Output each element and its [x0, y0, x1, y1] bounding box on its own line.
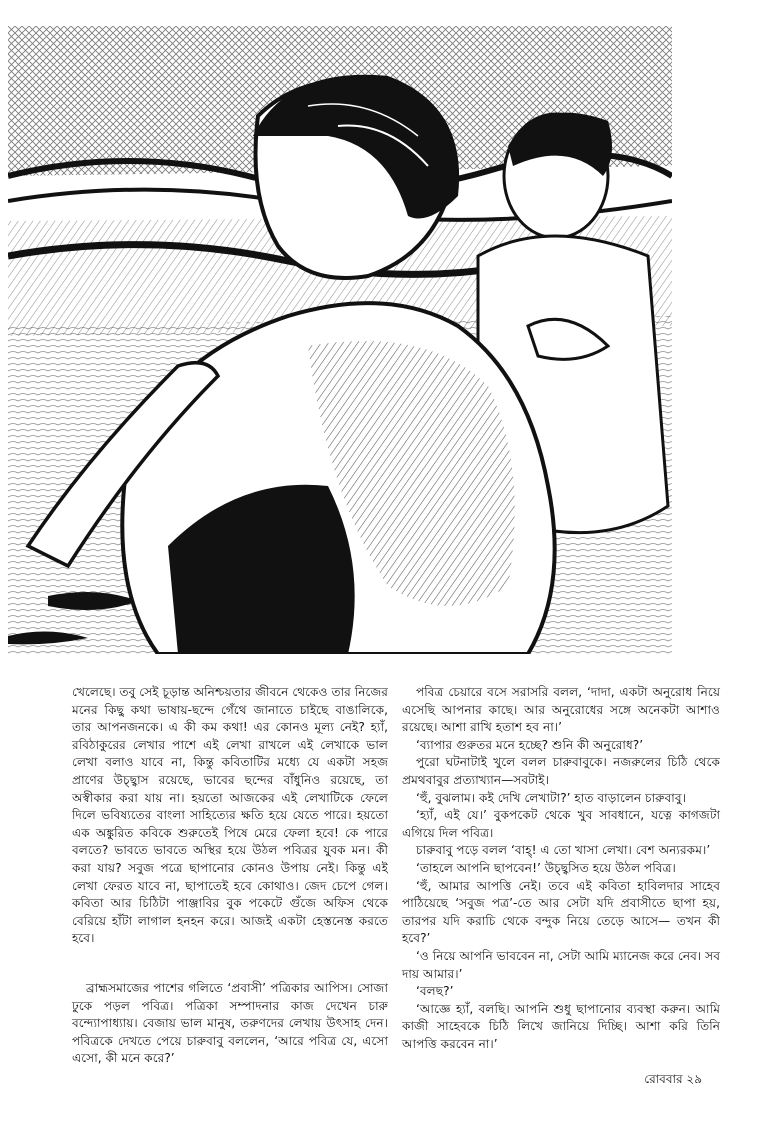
paragraph: পুরো ঘটনাটাই খুলে বলল চারুবাবুকে। নজরুলের চিঠি থেকে প্রমথবাবুর প্রত্যাখ্যান—সবটাই।: [402, 755, 720, 787]
page-footer-label: রোববার ২৯: [644, 1072, 702, 1086]
paragraph: পবিত্র চেয়ারে বসে সরাসরি বলল, ‘দাদা, একটা অনুরোধ নিয়ে এসেছি আপনার কাছে। আর অনুরোধের সঙ্গে অনেকটা আশাও রয়েছে। আশা রাখি হতাশ হব না।’: [402, 685, 720, 735]
paragraph: ‘হ্যাঁ, এই যে।’ বুকপকেট থেকে খুব সাবধানে, যত্নে কাগজটা এগিয়ে দিল পবিত্র।: [402, 808, 720, 840]
paragraph: ব্রাহ্মসমাজের পাশের গলিতে ‘প্রবাসী’ পত্রিকার আপিস। সোজা ঢুকে পড়ল পবিত্র। পত্রিকা সম্পাদনার কাজ দেখেন চারু বন্দ্যোপাধ্যায়। বেজায় ভাল মানুষ, তরুণদের লেখায় উৎসাহ দেন। পবিত্রকে দেখতে পেয়ে চারুবাবু বললেন, ‘আরে পবিত্র যে, এসো এসো, কী মনে করে?’: [72, 980, 388, 1066]
paragraph: ‘ব্যাপার গুরুতর মনে হচ্ছে? শুনি কী অনুরোধ?’: [416, 737, 644, 752]
right-text-column: [402, 684, 720, 1053]
paragraph: ‘হুঁ, আমার আপত্তি নেই। তবে এই কবিতা হাবিলদার সাহেব পাঠিয়েছে ‘সবুজ পত্র’-তে আর সেটা যদি প্রবাসীতে ছাপা হয়, তারপর যদি করাচি থেকে বন্দুক নিয়ে তেড়ে আসে— তখন কী হবে?’: [402, 878, 720, 946]
paragraph: ‘আজ্ঞে হ্যাঁ, বলছি। আপনি শুধু ছাপানোর ব্যবস্থা করুন। আমি কাজী সাহেবকে চিঠি লিখে জানিয়ে দিচ্ছি। আশা করি তিনি আপত্তি করবেন না।’: [402, 1001, 720, 1051]
paragraph: ‘বলছ?’: [416, 984, 454, 999]
paragraph: ‘ও নিয়ে আপনি ভাববেন না, সেটা আমি ম্যানেজ করে নেব। সব দায় আমার।’: [402, 948, 720, 981]
paragraph: ‘তাহলে আপনি ছাপবেন!’ উচ্ছ্বসিত হয়ে উঠল পবিত্র।: [416, 860, 676, 875]
left-text-column: [72, 684, 388, 1068]
paragraph: খেলেছে। তবু সেই চূড়ান্ত অনিশ্চয়তার জীবনে থেকেও তার নিজের মনের কিছু কথা ভাষায়-ছন্দে গেঁথে জানাতে চাইছে বাঙালিকে, তার আপনজনকে। এ কী কম কথা! এর কোনও মূল্য নেই? হ্যাঁ, রবিঠাকুরের লেখার পাশে এই লেখা রাখলে এই লেখাকে ভাল লেখা বলাও যাবে না, কিন্তু কবিতাটির মধ্যে যে একটা সহজ প্রাণের উচ্ছ্বাস রয়েছে, ভাবের ছন্দের বাঁধুনিও রয়েছে, তা অস্বীকার করা যায় না। হয়তো আজকের এই লেখাটিকে ফেলে দিলে ভবিষ্যতের বাংলা সাহিত্যের ক্ষতি হয়ে যেতে পারে। হয়তো এক অঙ্কুরিত কবিকে শুরুতেই পিষে মেরে ফেলা হবে! কে পারে বলতে? ভাবতে ভাবতে অস্থির হয়ে উঠল পবিত্রর যুবক মন। কী করা যায়? সবুজ পত্রে ছাপানোর কোনও উপায় নেই। কিন্তু এই লেখা ফেরত যাবে না, ছাপাতেই হবে কোথাও। জেদ চেপে গেল। কবিতা আর চিঠিটা পাঞ্জাবির বুক পকেটে গুঁজে অফিস থেকে বেরিয়ে হাঁটা লাগাল হনহন করে। আজই একটা হেস্তনেস্ত করতে হবে।: [72, 685, 388, 946]
paragraph: চারুবাবু পড়ে বলল ‘বাহ্! এ তো খাসা লেখা। বেশ অন্যরকম।’: [416, 843, 711, 858]
story-illustration: [8, 26, 672, 654]
paragraph: ‘হুঁ, বুঝলাম। কই দেখি লেখাটা?’ হাত বাড়ালেন চারুবাবু।: [416, 790, 686, 805]
